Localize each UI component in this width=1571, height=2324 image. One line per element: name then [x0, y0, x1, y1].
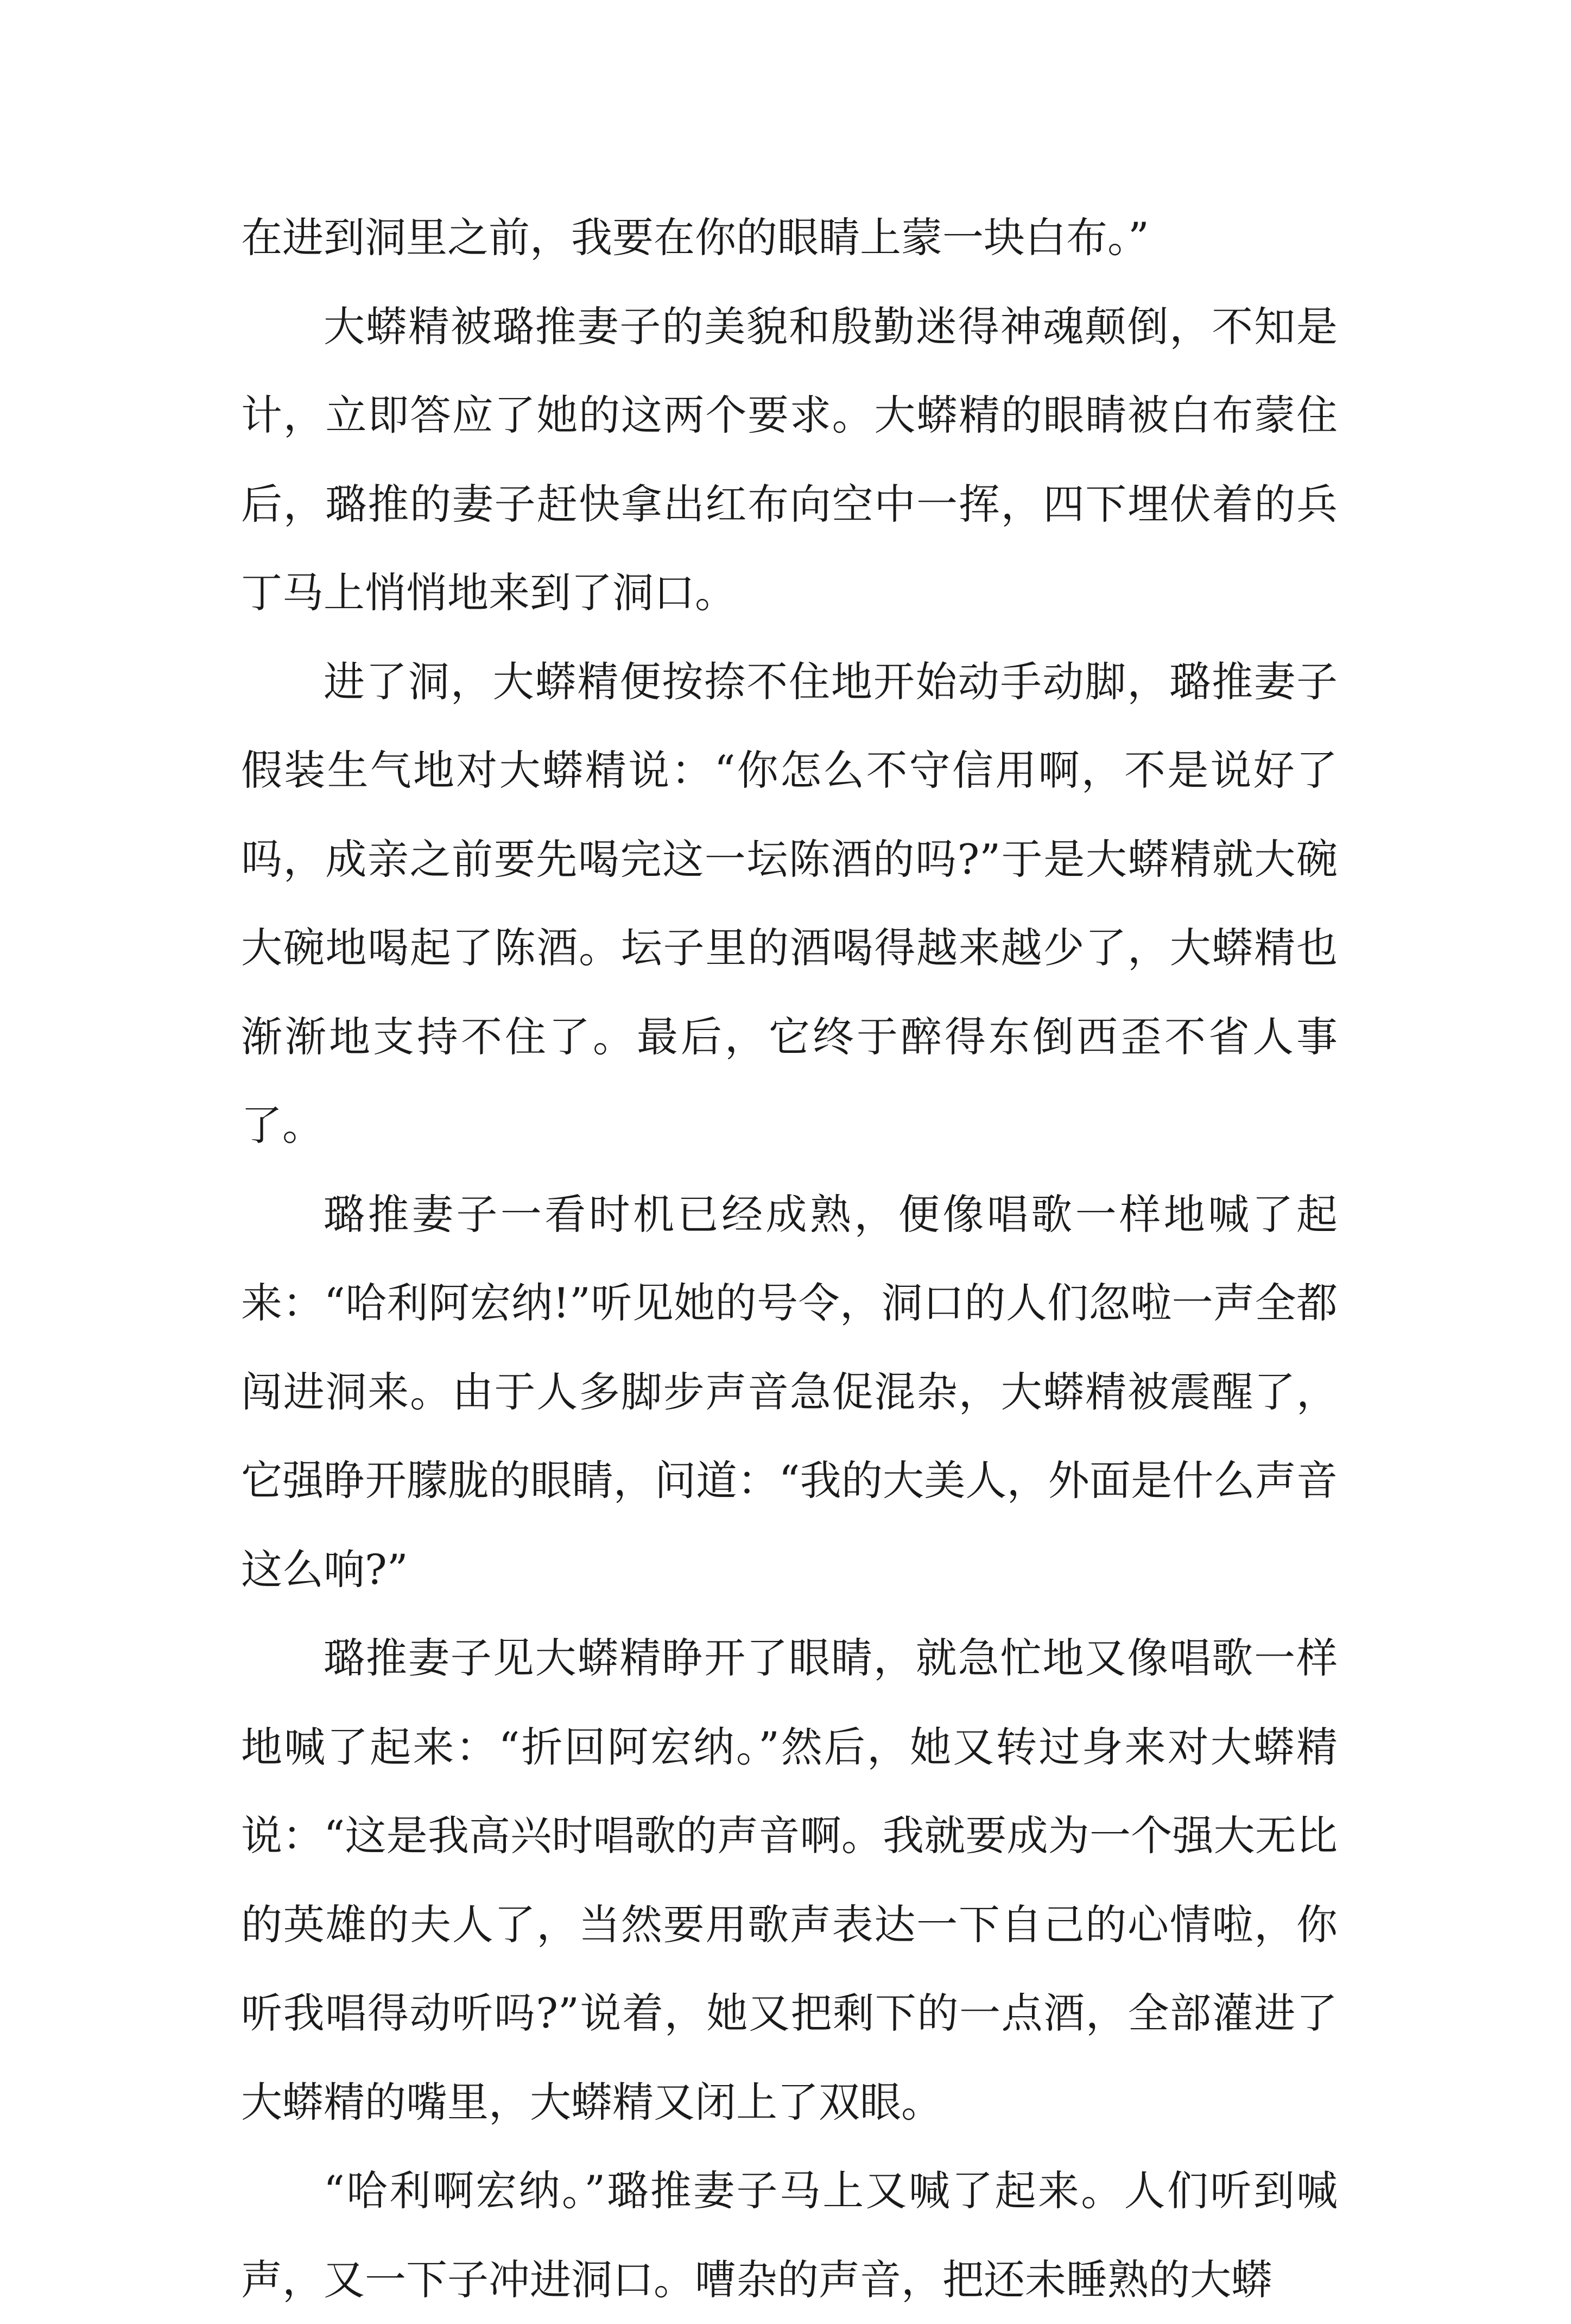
paragraph-6: “哈利啊宏纳。”璐推妻子马上又喊了起来。人们听到喊声，又一下子冲进洞口。嘈杂的声音，把还未睡熟的大蟒 — [241, 2167, 1338, 2304]
paragraph-1: 在进到洞里之前，我要在你的眼睛上蒙一块白布。” — [241, 213, 1149, 262]
paragraph-3: 进了洞，大蟒精便按捺不住地开始动手动脚，璐推妻子假装生气地对大蟒精说：“你怎么不守信用啊，不是说好了吗，成亲之前要先喝完这一坛陈酒的吗?”于是大蟒精就大碗大碗地喝起了陈酒。坛子里的酒喝得越来越少了，大蟒精也渐渐地支持不住了。最后，它终于醉得东倒西歪不省人事了。 — [241, 657, 1338, 1150]
paragraph-5: 璐推妻子见大蟒精睁开了眼睛，就急忙地又像唱歌一样地喊了起来：“折回阿宏纳。”然后，她又转过身来对大蟒精说：“这是我高兴时唱歌的声音啊。我就要成为一个强大无比的英雄的夫人了，当然要用歌声表达一下自己的心情啦，你听我唱得动听吗?”说着，她又把剩下的一点酒，全部灌进了大蟒精的嘴里，大蟒精又闭上了双眼。 — [241, 1634, 1338, 2126]
body-text — [241, 193, 1338, 2324]
paragraph-4: 璐推妻子一看时机已经成熟，便像唱歌一样地喊了起来：“哈利阿宏纳!”听见她的号令，洞口的人们忽啦一声全都闯进洞来。由于人多脚步声音急促混杂，大蟒精被震醒了，它强睁开朦胧的眼睛，问道：“我的大美人，外面是什么声音这么响?” — [241, 1190, 1338, 1594]
paragraph-2: 大蟒精被璐推妻子的美貌和殷勤迷得神魂颠倒，不知是计，立即答应了她的这两个要求。大蟒精的眼睛被白布蒙住后，璐推的妻子赶快拿出红布向空中一挥，四下埋伏着的兵丁马上悄悄地来到了洞口。 — [241, 302, 1338, 617]
